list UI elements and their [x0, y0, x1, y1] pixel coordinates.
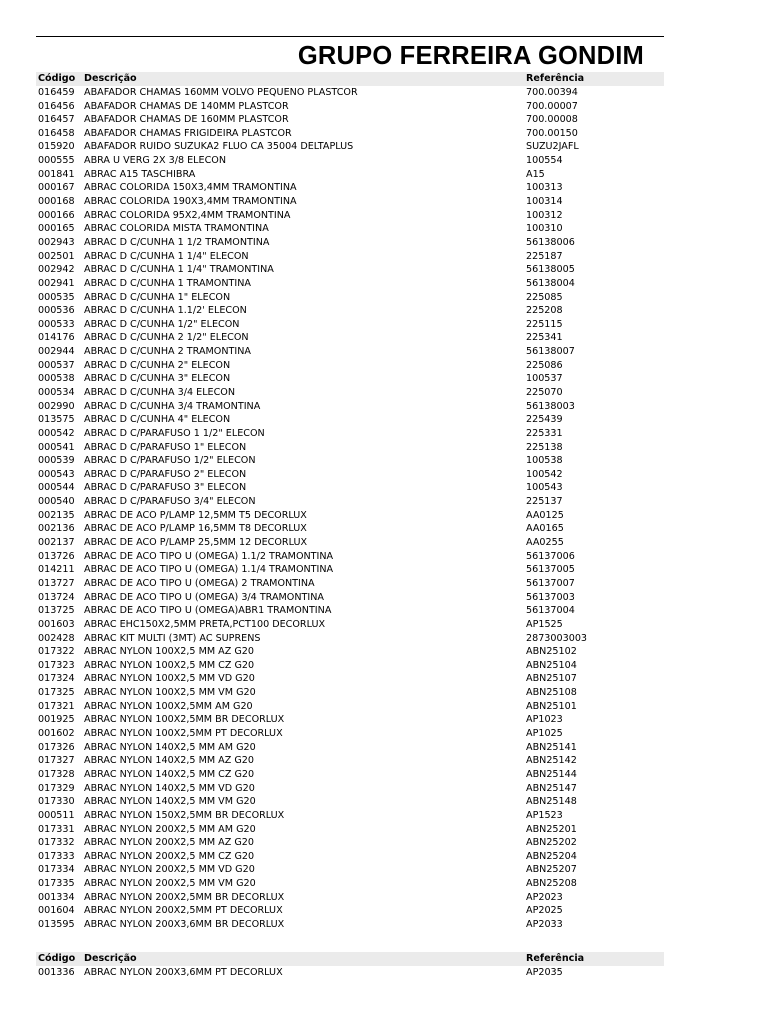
table-row: [36, 686, 664, 700]
table-row: [36, 768, 664, 782]
row-reference: AA0255: [526, 537, 564, 549]
row-description: ABRAC NYLON 150X2,5MM BR DECORLUX: [84, 809, 285, 821]
row-description: ABRAC DE ACO TIPO U (OMEGA) 1.1/4 TRAMONTINA: [84, 564, 334, 576]
column-header-reference: Referência: [526, 953, 585, 965]
row-description: ABRAC NYLON 200X2,5 MM VD G20: [84, 864, 255, 876]
table-row: [36, 86, 664, 100]
table-row: [36, 263, 664, 277]
table-row: [36, 508, 664, 522]
row-code: 014211: [38, 564, 75, 576]
row-reference: 100537: [526, 373, 563, 385]
row-code: 001336: [38, 966, 75, 978]
row-reference: 100538: [526, 455, 563, 467]
row-description: ABRAC NYLON 100X2,5MM AM G20: [84, 700, 253, 712]
row-description: ABRAC D C/CUNHA 3/4 TRAMONTINA: [84, 400, 261, 412]
row-code: 000538: [38, 373, 75, 385]
row-reference: ABN25208: [526, 878, 577, 890]
row-reference: ABN25104: [526, 659, 577, 671]
row-code: 001604: [38, 905, 75, 917]
table-row: [36, 754, 664, 768]
row-reference: ABN25144: [526, 768, 577, 780]
row-description: ABRAC D C/PARAFUSO 2" ELECON: [84, 468, 247, 480]
table-row: [36, 331, 664, 345]
row-description: ABRAC NYLON 140X2,5 MM VM G20: [84, 796, 256, 808]
row-reference: ABN25101: [526, 700, 577, 712]
row-reference: ABN25142: [526, 755, 577, 767]
table-row: [36, 481, 664, 495]
row-reference: 225070: [526, 387, 563, 398]
row-code: 016459: [38, 86, 75, 98]
row-description: ABRAC D C/CUNHA 1/2" ELECON: [84, 318, 240, 330]
table-row: [36, 563, 664, 577]
table-row: [36, 809, 664, 823]
row-code: 002428: [38, 632, 75, 644]
row-code: 000166: [38, 209, 75, 221]
row-code: 013726: [38, 550, 75, 562]
table-row: [36, 277, 664, 291]
table-row: [36, 495, 664, 509]
row-reference: 56138003: [526, 400, 575, 412]
table-row: [36, 836, 664, 850]
table-row: [36, 236, 664, 250]
row-code: 017326: [38, 741, 75, 753]
row-reference: ABN25202: [526, 837, 577, 849]
row-description: ABRAC NYLON 200X2,5MM PT DECORLUX: [84, 905, 283, 917]
row-reference: 225137: [526, 496, 563, 508]
row-reference: 100542: [526, 468, 563, 480]
table-row: [36, 167, 664, 181]
table-row: [36, 399, 664, 413]
product-table-continued: [36, 952, 664, 979]
row-description: ABRAC D C/CUNHA 1 1/4" TRAMONTINA: [84, 264, 274, 276]
row-code: 013724: [38, 591, 75, 603]
row-reference: ABN25102: [526, 646, 577, 658]
row-description: ABRAC COLORIDA MISTA TRAMONTINA: [84, 223, 269, 235]
row-description: ABRAC D C/PARAFUSO 3/4" ELECON: [84, 496, 256, 508]
column-header-code: Código: [38, 73, 76, 85]
row-code: 001602: [38, 728, 75, 740]
company-title: GRUPO FERREIRA GONDIM: [297, 42, 644, 70]
row-description: ABRA U VERG 2X 3/8 ELECON: [84, 155, 226, 167]
table-row: [36, 99, 664, 113]
row-code: 000165: [38, 223, 75, 235]
row-code: 000544: [38, 482, 75, 494]
row-description: ABRAC D C/PARAFUSO 1/2" ELECON: [84, 455, 256, 467]
row-reference: AP1525: [526, 618, 563, 630]
row-code: 017328: [38, 768, 75, 780]
table-row: [36, 154, 664, 168]
table-row: [36, 645, 664, 659]
row-code: 000534: [38, 387, 75, 398]
row-reference: 2873003003: [526, 632, 588, 644]
row-reference: 56138006: [526, 236, 575, 248]
table-row: [36, 795, 664, 809]
row-description: ABRAC NYLON 140X2,5 MM AM G20: [84, 741, 256, 753]
row-description: ABRAC NYLON 100X2,5 MM CZ G20: [84, 659, 255, 671]
row-reference: 56137004: [526, 605, 575, 617]
row-reference: 700.00150: [526, 127, 578, 139]
row-code: 000167: [38, 182, 75, 194]
column-header-description: Descrição: [84, 73, 137, 85]
table-row: [36, 345, 664, 359]
row-code: 002942: [38, 264, 75, 276]
table-row: [36, 386, 664, 400]
row-reference: 225187: [526, 250, 563, 262]
row-description: ABRAC DE ACO P/LAMP 25,5MM 12 DECORLUX: [84, 537, 308, 549]
row-reference: AA0125: [526, 509, 564, 521]
row-description: ABRAC NYLON 140X2,5 MM CZ G20: [84, 768, 255, 780]
table-row: [36, 890, 664, 904]
row-code: 013725: [38, 605, 75, 617]
table-row: [36, 113, 664, 127]
row-reference: ABN25147: [526, 782, 577, 794]
table-row: [36, 631, 664, 645]
table-row: [36, 672, 664, 686]
row-code: 000540: [38, 496, 75, 508]
row-code: 002501: [38, 250, 75, 262]
table-row: [36, 304, 664, 318]
row-reference: 225439: [526, 414, 563, 426]
row-reference: 56138004: [526, 277, 575, 289]
row-description: ABRAC D C/CUNHA 1 TRAMONTINA: [84, 277, 251, 289]
table-row: [36, 440, 664, 454]
row-description: ABAFADOR CHAMAS 160MM VOLVO PEQUENO PLASTCOR: [84, 86, 358, 98]
row-code: 001603: [38, 618, 75, 630]
row-reference: A15: [526, 168, 545, 180]
row-reference: 100313: [526, 182, 563, 194]
row-description: ABRAC COLORIDA 95X2,4MM TRAMONTINA: [84, 209, 291, 221]
row-code: 017321: [38, 700, 75, 712]
row-code: 002943: [38, 236, 75, 248]
row-reference: AP2033: [526, 918, 563, 930]
table-row: [36, 249, 664, 263]
row-description: ABRAC D C/PARAFUSO 3" ELECON: [84, 482, 247, 494]
row-reference: 225138: [526, 441, 563, 453]
row-code: 000536: [38, 305, 75, 317]
row-description: ABRAC NYLON 200X2,5 MM AM G20: [84, 823, 256, 835]
row-description: ABRAC COLORIDA 190X3,4MM TRAMONTINA: [84, 196, 297, 208]
header-rule: [36, 36, 664, 37]
row-code: 013575: [38, 414, 75, 426]
row-description: ABRAC DE ACO TIPO U (OMEGA) 3/4 TRAMONTINA: [84, 591, 324, 603]
row-description: ABRAC A15 TASCHIBRA: [84, 168, 196, 180]
row-reference: 100310: [526, 223, 563, 235]
row-reference: 100543: [526, 482, 563, 494]
row-description: ABRAC NYLON 200X3,6MM PT DECORLUX: [84, 966, 283, 978]
row-reference: ABN25204: [526, 850, 577, 862]
table-row: [36, 590, 664, 604]
row-code: 015920: [38, 141, 75, 153]
row-code: 000539: [38, 455, 75, 467]
row-code: 001334: [38, 891, 75, 903]
row-description: ABRAC D C/CUNHA 1 1/2 TRAMONTINA: [84, 236, 270, 248]
row-reference: AP2023: [526, 891, 563, 903]
row-description: ABRAC DE ACO TIPO U (OMEGA) 2 TRAMONTINA: [84, 577, 315, 589]
row-description: ABRAC D C/CUNHA 2 TRAMONTINA: [84, 346, 251, 358]
row-code: 017329: [38, 782, 75, 794]
row-description: ABRAC D C/CUNHA 3" ELECON: [84, 373, 231, 385]
row-reference: 225115: [526, 318, 563, 330]
row-description: ABRAC NYLON 100X2,5 MM VM G20: [84, 687, 256, 699]
row-code: 014176: [38, 332, 75, 344]
row-code: 002136: [38, 523, 75, 535]
table-row: [36, 290, 664, 304]
table-row: [36, 604, 664, 618]
row-code: 016456: [38, 100, 75, 112]
row-description: ABRAC DE ACO P/LAMP 12,5MM T5 DECORLUX: [84, 509, 307, 521]
row-description: ABRAC NYLON 200X2,5 MM VM G20: [84, 878, 256, 890]
row-reference: 56137007: [526, 577, 575, 589]
row-reference: SUZU2JAFL: [526, 141, 579, 153]
table-row: [36, 659, 664, 673]
row-description: ABRAC NYLON 200X2,5 MM AZ G20: [84, 837, 255, 849]
row-reference: 700.00007: [526, 100, 578, 112]
row-code: 013727: [38, 577, 75, 589]
row-description: ABRAC D C/CUNHA 3/4 ELECON: [84, 387, 236, 398]
row-code: 013595: [38, 918, 75, 930]
row-reference: 700.00394: [526, 86, 578, 98]
row-description: ABRAC D C/CUNHA 1.1/2' ELECON: [84, 305, 247, 317]
row-reference: ABN25207: [526, 864, 577, 876]
row-reference: 56137005: [526, 564, 575, 576]
row-description: ABRAC NYLON 200X2,5MM BR DECORLUX: [84, 891, 285, 903]
table-row: [36, 849, 664, 863]
row-description: ABRAC DE ACO TIPO U (OMEGA)ABR1 TRAMONTINA: [84, 605, 332, 617]
row-description: ABRAC NYLON 200X2,5 MM CZ G20: [84, 850, 255, 862]
row-description: ABRAC NYLON 200X3,6MM BR DECORLUX: [84, 918, 285, 930]
product-table: [36, 72, 664, 931]
row-code: 016457: [38, 114, 75, 126]
row-code: 000537: [38, 359, 75, 371]
table-row: [36, 413, 664, 427]
table-row: [36, 699, 664, 713]
table-row: [36, 317, 664, 331]
table-row: [36, 904, 664, 918]
table-row: [36, 536, 664, 550]
table-row: [36, 222, 664, 236]
row-reference: ABN25141: [526, 741, 577, 753]
table-row: [36, 208, 664, 222]
row-description: ABRAC DE ACO TIPO U (OMEGA) 1.1/2 TRAMONTINA: [84, 550, 334, 562]
table-row: [36, 127, 664, 141]
row-description: ABRAC D C/PARAFUSO 1 1/2" ELECON: [84, 427, 265, 439]
row-reference: 225331: [526, 427, 563, 439]
row-description: ABRAC D C/PARAFUSO 1" ELECON: [84, 441, 247, 453]
row-code: 002941: [38, 277, 75, 289]
row-description: ABRAC D C/CUNHA 2 1/2" ELECON: [84, 332, 249, 344]
row-reference: AP2025: [526, 905, 563, 917]
row-code: 017330: [38, 796, 75, 808]
row-reference: AA0165: [526, 523, 564, 535]
row-code: 000533: [38, 318, 75, 330]
row-reference: ABN25107: [526, 673, 577, 685]
column-header-code: Código: [38, 953, 76, 965]
row-code: 001841: [38, 168, 75, 180]
row-reference: AP2035: [526, 966, 563, 978]
row-description: ABRAC D C/CUNHA 1 1/4" ELECON: [84, 250, 249, 262]
row-reference: 225085: [526, 291, 563, 303]
row-reference: 225086: [526, 359, 563, 371]
row-description: ABRAC NYLON 140X2,5 MM VD G20: [84, 782, 255, 794]
row-description: ABRAC D C/CUNHA 4" ELECON: [84, 414, 231, 426]
row-code: 002944: [38, 346, 75, 358]
row-code: 002135: [38, 509, 75, 521]
row-reference: ABN25108: [526, 687, 577, 699]
table-header: [36, 952, 664, 966]
table-row: [36, 181, 664, 195]
row-reference: 56138005: [526, 264, 575, 276]
row-reference: 700.00008: [526, 114, 578, 126]
table-row: [36, 877, 664, 891]
row-reference: ABN25201: [526, 823, 577, 835]
table-row: [36, 140, 664, 154]
column-header-reference: Referência: [526, 73, 585, 85]
row-code: 017334: [38, 864, 75, 876]
table-row: [36, 454, 664, 468]
row-description: ABAFADOR CHAMAS DE 160MM PLASTCOR: [84, 114, 289, 126]
table-row: [36, 727, 664, 741]
row-code: 017332: [38, 837, 75, 849]
table-row: [36, 427, 664, 441]
row-code: 017327: [38, 755, 75, 767]
row-code: 017331: [38, 823, 75, 835]
table-row: [36, 372, 664, 386]
table-row: [36, 468, 664, 482]
row-reference: 56137006: [526, 550, 575, 562]
table-row: [36, 863, 664, 877]
row-reference: 56138007: [526, 346, 575, 358]
row-reference: 56137003: [526, 591, 575, 603]
row-description: ABRAC NYLON 100X2,5MM PT DECORLUX: [84, 728, 283, 740]
row-code: 017325: [38, 687, 75, 699]
row-description: ABRAC D C/CUNHA 1" ELECON: [84, 291, 231, 303]
table-header: [36, 72, 664, 86]
row-description: ABAFADOR CHAMAS DE 140MM PLASTCOR: [84, 100, 289, 112]
row-description: ABRAC KIT MULTI (3MT) AC SUPRENS: [84, 632, 261, 644]
row-code: 017333: [38, 850, 75, 862]
table-row: [36, 577, 664, 591]
row-description: ABRAC NYLON 140X2,5 MM AZ G20: [84, 755, 255, 767]
row-reference: ABN25148: [526, 796, 577, 808]
row-code: 017324: [38, 673, 75, 685]
table-row: [36, 522, 664, 536]
row-description: ABRAC NYLON 100X2,5 MM VD G20: [84, 673, 255, 685]
row-description: ABRAC EHC150X2,5MM PRETA,PCT100 DECORLUX: [84, 618, 326, 630]
table-row: [36, 781, 664, 795]
row-reference: 100312: [526, 209, 563, 221]
row-description: ABAFADOR CHAMAS FRIGIDEIRA PLASTCOR: [84, 127, 292, 139]
row-code: 000541: [38, 441, 75, 453]
row-reference: 100554: [526, 155, 563, 167]
row-code: 000511: [38, 809, 75, 821]
row-reference: AP1023: [526, 714, 563, 726]
table-row: [36, 618, 664, 632]
row-code: 002990: [38, 400, 75, 412]
table-row: [36, 966, 664, 980]
row-code: 016458: [38, 127, 75, 139]
row-code: 002137: [38, 537, 75, 549]
row-code: 000542: [38, 427, 75, 439]
row-code: 001925: [38, 714, 75, 726]
row-description: ABAFADOR RUIDO SUZUKA2 FLUO CA 35004 DELTAPLUS: [84, 141, 354, 153]
row-code: 017322: [38, 646, 75, 658]
row-reference: AP1523: [526, 809, 563, 821]
table-row: [36, 713, 664, 727]
table-row: [36, 918, 664, 932]
row-description: ABRAC NYLON 100X2,5 MM AZ G20: [84, 646, 255, 658]
table-row: [36, 740, 664, 754]
row-code: 000543: [38, 468, 75, 480]
row-code: 000555: [38, 155, 75, 167]
table-body: [36, 86, 664, 932]
table-body: [36, 966, 664, 980]
row-reference: 225341: [526, 332, 563, 344]
row-code: 000535: [38, 291, 75, 303]
table-row: [36, 822, 664, 836]
row-reference: AP1025: [526, 728, 563, 740]
row-reference: 225208: [526, 305, 563, 317]
row-description: ABRAC NYLON 100X2,5MM BR DECORLUX: [84, 714, 285, 726]
row-code: 017323: [38, 659, 75, 671]
row-description: ABRAC DE ACO P/LAMP 16,5MM T8 DECORLUX: [84, 523, 307, 535]
row-code: 000168: [38, 196, 75, 208]
row-code: 017335: [38, 878, 75, 890]
table-row: [36, 549, 664, 563]
row-reference: 100314: [526, 196, 563, 208]
table-row: [36, 358, 664, 372]
column-header-description: Descrição: [84, 953, 137, 965]
row-description: ABRAC COLORIDA 150X3,4MM TRAMONTINA: [84, 182, 297, 194]
row-description: ABRAC D C/CUNHA 2" ELECON: [84, 359, 231, 371]
table-row: [36, 195, 664, 209]
